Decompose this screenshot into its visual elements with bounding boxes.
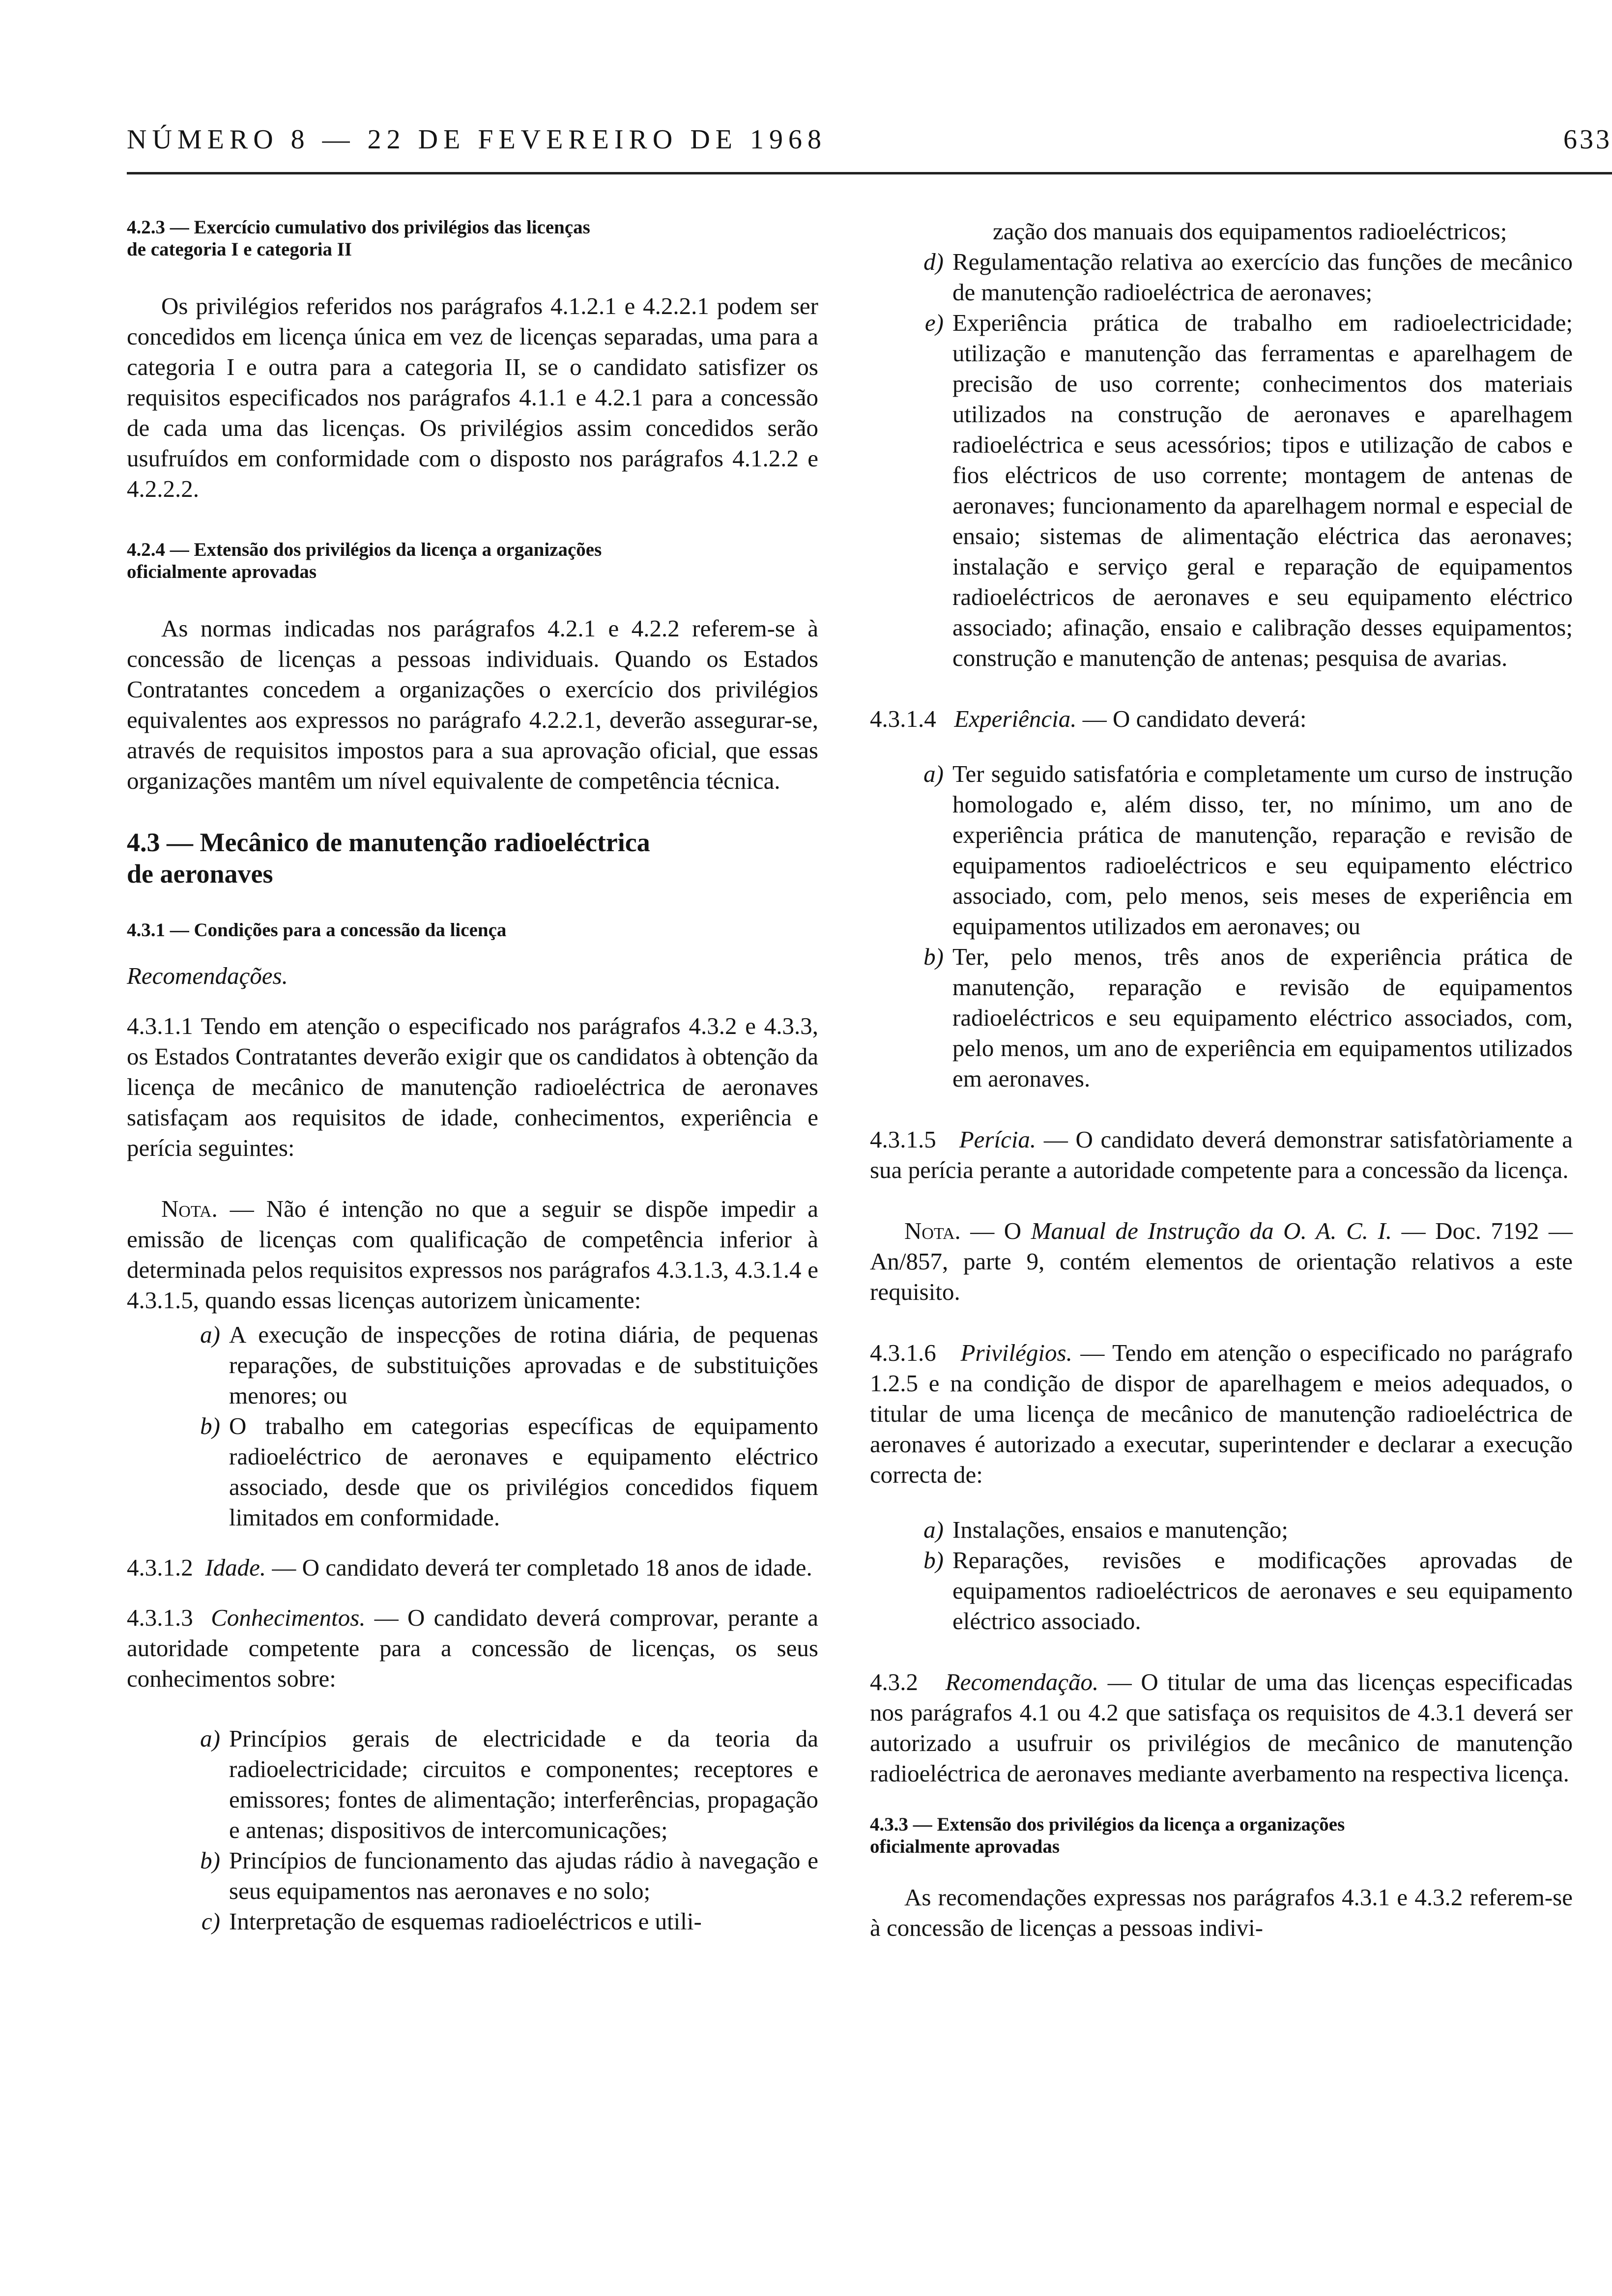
list-item: a) A execução de inspecções de rotina diária, de pequenas reparações, de substituições aprovadas e de substituições menores; ou [200, 1321, 818, 1409]
list-item: e) Experiência prática de trabalho em radioelectricidade; utilização e manutenção das ferramentas e aparelhagem de precisão de uso corrente; conhecimentos dos materiais utilizados na construção de aeronaves e aparelhagem radioeléctrica e seus acessórios; tipos e utilização de cabos e fios eléctricos de uso corrente; montagem de antenas de aeronaves; funcionamento da aparelhagem normal e especial de ensaio; sistemas de alimentação eléctrica das aeronaves; instalação e serviço geral e reparação de equipamentos radioeléctricos de aeronaves e seu equipamento eléctrico associado; afinação, ensaio e calibração desses equipamentos; construção e manutenção de antenas; pesquisa de avarias. [924, 309, 1573, 671]
paragraph: 4.3.1.3 Conhecimentos. — O candidato deverá comprovar, perante a autoridade competente para a concessão de licenças, os seus conhecimentos sobre: [127, 1604, 819, 1692]
paragraph: 4.3.1.5 Perícia. — O candidato deverá demonstrar satisfatòriamente a sua perícia perante a autoridade competente para a concessão da licença. [870, 1126, 1573, 1183]
recommendations-label: Recomendações. [127, 962, 288, 989]
page-number: 633 [1563, 124, 1612, 155]
paragraph: 4.3.1.4 Experiência. — O candidato deverá: [870, 705, 1307, 732]
header-rule [127, 172, 1612, 174]
section-heading: 4.3.3 — Extensão dos privilégios da licença a organizações [870, 1814, 1345, 1835]
list-item: b) Princípios de funcionamento das ajudas rádio à navegação e seus equipamentos nas aeronaves e no solo; [200, 1847, 818, 1904]
right-column [870, 216, 1573, 1943]
paragraph: As normas indicadas nos parágrafos 4.2.1 e 4.2.2 referem-se à concessão de licenças a pessoas individuais. Quando os Estados Contratantes concedem a organizações o exercício dos privilégios equivalentes aos expressos no parágrafo 4.2.2.1, deverão assegurar-se, através de requisitos impostos para a sua aprovação oficial, que essas organizações mantêm um nível equivalente de competência técnica. [127, 615, 818, 794]
subsection-heading: 4.3.1 — Condições para a concessão da licença [127, 919, 507, 941]
section-heading: oficialmente aprovadas [127, 561, 317, 582]
note-list [127, 1320, 818, 1533]
section-heading: 4.2.4 — Extensão dos privilégios da licença a organizações [127, 539, 602, 560]
list-item: b) O trabalho em categorias específicas de equipamento radioeléctrico de aeronaves e equipamento eléctrico associado, desde que os privilégios concedidos fiquem limitados em conformidade. [200, 1412, 818, 1531]
experience-list [899, 759, 1573, 1094]
left-column [127, 216, 818, 1937]
knowledge-list-continued [899, 247, 1573, 673]
knowledge-list [127, 1723, 818, 1937]
paragraph: 4.3.1.2 Idade. — O candidato deverá ter completado 18 anos de idade. [127, 1554, 812, 1581]
list-item: a) Instalações, ensaios e manutenção; [923, 1516, 1289, 1543]
page-header [127, 124, 1612, 163]
list-item: a) Ter seguido satisfatória e completamente um curso de instrução homologado e, além disso, ter, no mínimo, um ano de experiência prática de manutenção, reparação e revisão de equipamentos radioeléctricos e seu equipamento eléctrico associado, com, pelo menos, seis meses de experiência em equipamentos utilizados em aeronaves; ou [923, 760, 1573, 940]
section-heading: de aeronaves [127, 859, 273, 889]
paragraph-continuation: zação dos manuais dos equipamentos radioeléctricos; [993, 218, 1507, 245]
list-item: c) Interpretação de esquemas radioeléctricos e utili- [201, 1908, 702, 1935]
section-heading: 4.3 — Mecânico de manutenção radioeléctrica [127, 828, 650, 857]
section-heading: oficialmente aprovadas [870, 1836, 1060, 1857]
paragraph: 4.3.1.1 Tendo em atenção o especificado nos parágrafos 4.3.2 e 4.3.3, os Estados Contratantes deverão exigir que os candidatos à obtenção da licença de mecânico de manutenção radioeléctrica de aeronaves satisfaçam aos requisitos de idade, conhecimentos, experiência e perícia seguintes: [127, 1012, 818, 1161]
section-heading: de categoria I e categoria II [127, 239, 352, 260]
paragraph: Os privilégios referidos nos parágrafos 4.1.2.1 e 4.2.2.1 podem ser concedidos em licença única em vez de licenças separadas, uma para a categoria I e outra para a categoria II, se o candidato satisfizer os requisitos especificados nos parágrafos 4.1.1 e 4.2.1 para a concessão de cada uma das licenças. Os privilégios assim concedidos serão usufruídos em conformidade com o disposto nos parágrafos 4.1.2.2 e 4.2.2.2. [127, 292, 818, 502]
list-item: b) Ter, pelo menos, três anos de experiência prática de manutenção, reparação e revisão de equipamentos radioeléctricos e seu equipamento eléctrico associados, com, pelo menos, um ano de experiência em equipamentos utilizados em aeronaves. [923, 943, 1573, 1092]
note-paragraph: Nota. — Não é intenção no que a seguir se dispõe impedir a emissão de licenças com qualificação de competência inferior à determinada pelos requisitos expressos nos parágrafos 4.3.1.3, 4.3.1.4 e 4.3.1.5, quando essas licenças autorizem ùnicamente: [127, 1195, 818, 1314]
header-title: NÚMERO 8 — 22 DE FEVEREIRO DE 1968 [127, 124, 827, 155]
paragraph: 4.3.2 Recomendação. — O titular de uma das licenças especificadas nos parágrafos 4.1 ou 4.2 que satisfaça os requisitos de 4.3.1 deverá ser autorizado a usufruir os privilégios de mecânico de manutenção radioeléctrica de aeronaves mediante averbamento na respectiva licença. [870, 1668, 1573, 1787]
list-item: b) Reparações, revisões e modificações aprovadas de equipamentos radioeléctricos de aeronaves e seu equipamento eléctrico associado. [923, 1547, 1573, 1635]
paragraph: As recomendações expressas nos parágrafos 4.3.1 e 4.3.2 referem-se à concessão de licenças a pessoas indivi- [870, 1884, 1573, 1941]
list-item: a) Princípios gerais de electricidade e da teoria da radioelectricidade; circuitos e componentes; receptores e emissores; fontes de alimentação; interferências, propagação e antenas; dispositivos de intercomunicações; [200, 1725, 818, 1843]
paragraph: 4.3.1.6 Privilégios. — Tendo em atenção o especificado no parágrafo 1.2.5 e na condição de dispor de aparelhagem e meios adequados, o titular de uma licença de mecânico de manutenção radioeléctrica de aeronaves é autorizado a executar, superintender e declarar a execução correcta de: [870, 1339, 1573, 1488]
list-item: d) Regulamentação relativa ao exercício das funções de mecânico de manutenção radioeléctrica de aeronaves; [923, 248, 1573, 306]
section-heading: 4.2.3 — Exercício cumulativo dos privilégios das licenças [127, 217, 590, 238]
privileges-list [899, 1515, 1573, 1636]
note-paragraph: Nota. — O Manual de Instrução da O. A. C. I. — Doc. 7192 — An/857, parte 9, contém elementos de orientação relativos a este requisito. [870, 1217, 1573, 1305]
